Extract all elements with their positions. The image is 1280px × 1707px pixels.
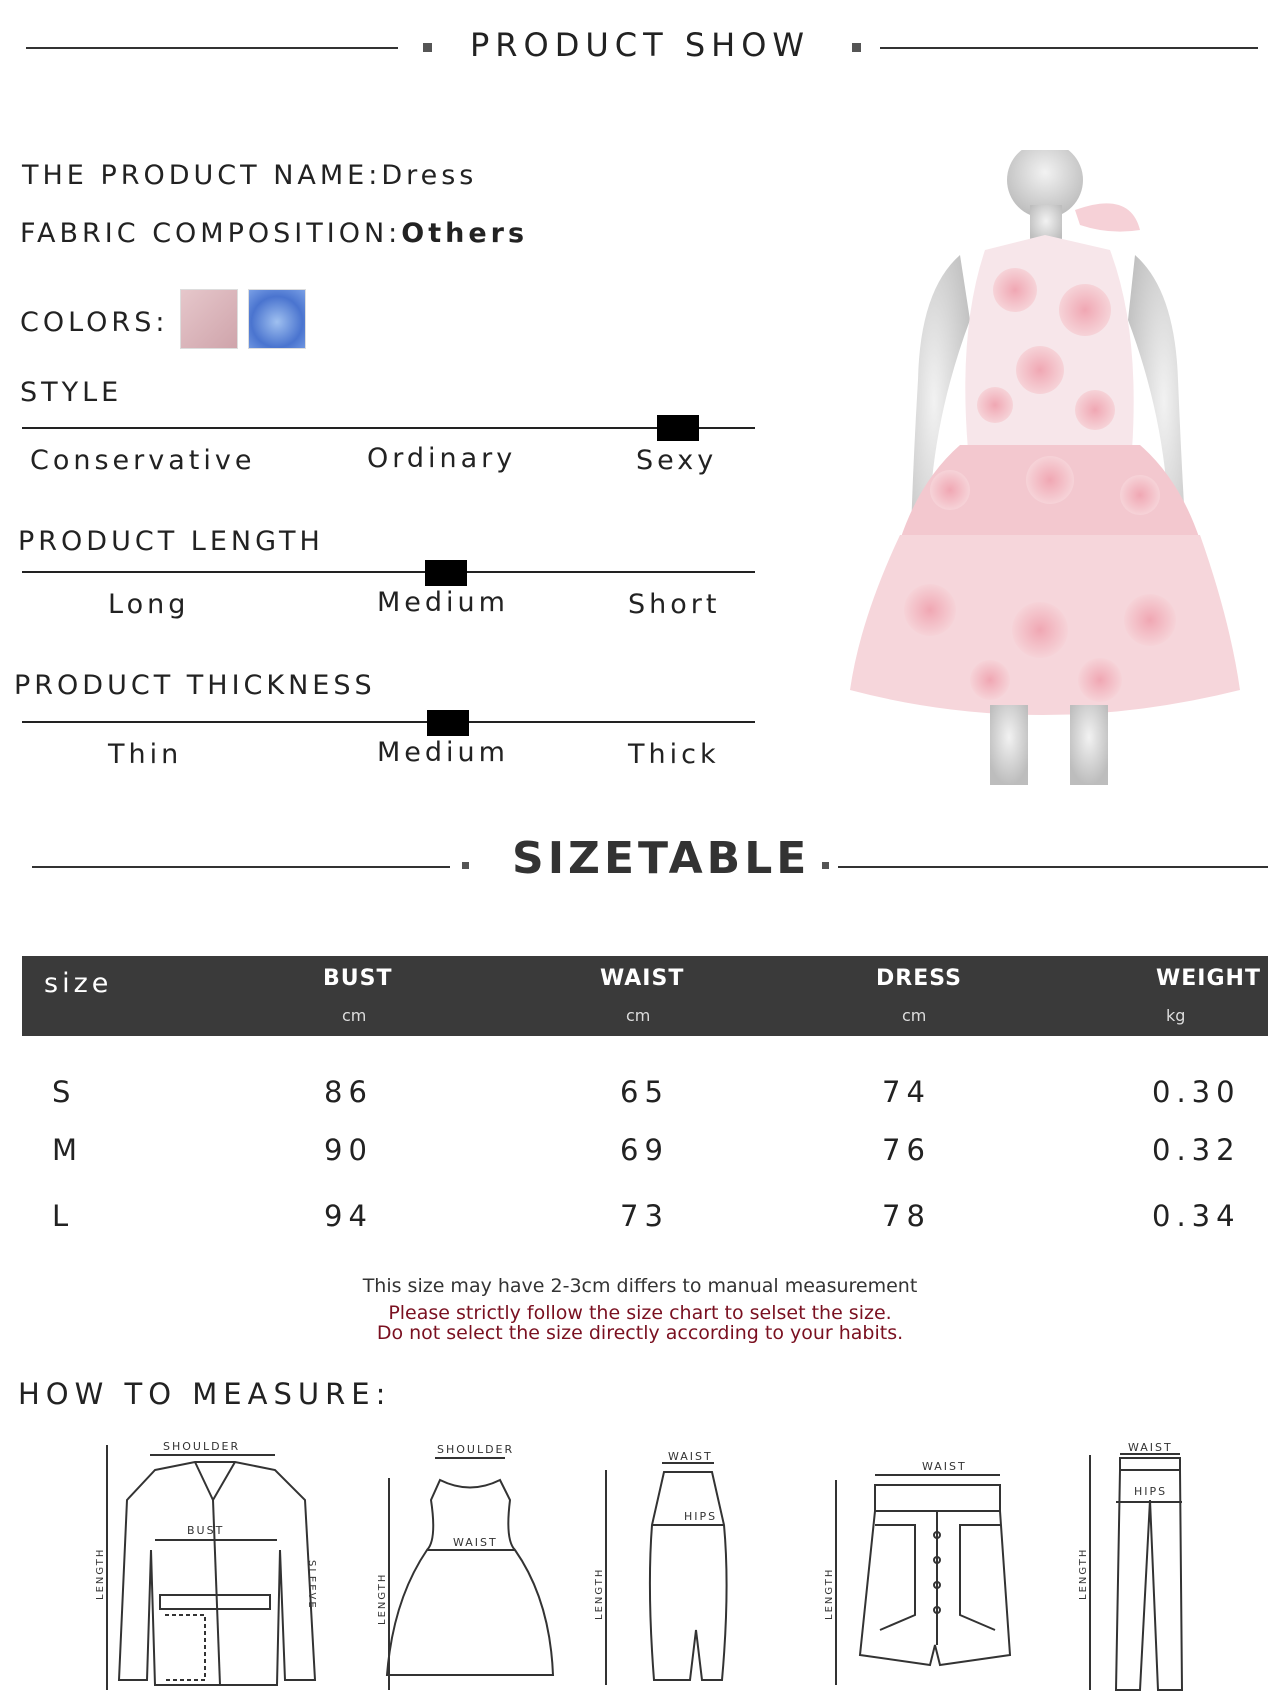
col-size-header: size <box>44 968 113 999</box>
shoulder-label: SHOULDER <box>437 1443 515 1456</box>
hips-label: HIPS <box>684 1510 718 1523</box>
header-rule-right <box>880 47 1258 49</box>
style-option-ordinary: Ordinary <box>367 443 517 474</box>
measurement-note: This size may have 2-3cm differs to manual measurement <box>362 1275 918 1297</box>
pants-measure-diagram <box>1070 1440 1220 1700</box>
style-marker <box>657 415 699 441</box>
shorts-measure-diagram <box>820 1455 1050 1695</box>
col-waist-unit: cm <box>626 1006 651 1025</box>
cell-size: S <box>52 1075 77 1109</box>
header-rule-left <box>26 47 398 49</box>
length-scale-line <box>22 571 755 573</box>
size-warning-1: Please strictly follow the size chart to selset the size. <box>388 1302 892 1324</box>
length-marker <box>425 560 467 586</box>
cell-weight: 0.34 <box>1152 1199 1241 1233</box>
waist-label: WAIST <box>668 1450 713 1463</box>
dress-measure-diagram <box>375 1440 560 1700</box>
col-dress-unit: cm <box>902 1006 927 1025</box>
length-option-medium: Medium <box>377 587 509 618</box>
product-name: THE PRODUCT NAME:Dress <box>22 160 478 191</box>
fabric-label: FABRIC COMPOSITION: <box>20 218 402 249</box>
product-show-title: PRODUCT SHOW <box>470 26 811 64</box>
style-option-conservative: Conservative <box>30 445 256 476</box>
length-option-short: Short <box>628 589 721 620</box>
fabric-value: Others <box>401 218 529 249</box>
sizetable-dot-left <box>462 862 469 869</box>
length-label: LENGTH <box>95 1547 106 1600</box>
style-title: STYLE <box>20 377 123 408</box>
cell-size: L <box>52 1199 75 1233</box>
cell-dress: 76 <box>882 1133 931 1167</box>
col-weight-header: WEIGHT <box>1156 966 1261 991</box>
dress-illustration <box>840 150 1260 800</box>
color-swatch-pink[interactable] <box>180 289 238 349</box>
cell-dress: 74 <box>882 1075 931 1109</box>
fabric-composition <box>20 218 528 249</box>
waist-label: WAIST <box>453 1536 498 1549</box>
thickness-option-thin: Thin <box>108 739 183 770</box>
sizetable-rule-right <box>838 866 1268 868</box>
length-label: LENGTH <box>1078 1547 1089 1600</box>
col-bust-header: BUST <box>323 966 393 991</box>
length-label: LENGTH <box>594 1567 605 1620</box>
colors-label: COLORS: <box>20 307 169 338</box>
skirt-measure-diagram <box>592 1450 762 1695</box>
table-row <box>0 1075 1280 1115</box>
col-waist-header: WAIST <box>600 966 685 991</box>
header-dot-right <box>852 43 861 52</box>
cell-size: M <box>52 1133 84 1167</box>
thickness-option-medium: Medium <box>377 737 509 768</box>
col-bust-unit: cm <box>342 1006 367 1025</box>
thickness-marker <box>427 710 469 736</box>
thickness-title: PRODUCT THICKNESS <box>14 670 376 701</box>
cell-bust: 94 <box>324 1199 373 1233</box>
col-weight-unit: kg <box>1166 1006 1186 1025</box>
size-table-header <box>22 956 1268 1036</box>
color-swatch-blue[interactable] <box>248 289 306 349</box>
hips-label: HIPS <box>1134 1485 1168 1498</box>
cell-waist: 73 <box>620 1199 669 1233</box>
sizetable-dot-right <box>822 862 829 869</box>
header-dot-left <box>423 43 432 52</box>
cell-waist: 69 <box>620 1133 669 1167</box>
how-to-measure-title: HOW TO MEASURE: <box>18 1377 392 1411</box>
waist-label: WAIST <box>922 1460 967 1473</box>
sizetable-rule-left <box>32 866 450 868</box>
length-label: LENGTH <box>377 1572 388 1625</box>
cell-weight: 0.30 <box>1152 1075 1241 1109</box>
waist-label: WAIST <box>1128 1441 1173 1454</box>
shoulder-label: SHOULDER <box>163 1440 241 1453</box>
length-title: PRODUCT LENGTH <box>18 526 324 557</box>
bust-label: BUST <box>187 1524 225 1537</box>
length-label: LENGTH <box>824 1567 835 1620</box>
cell-weight: 0.32 <box>1152 1133 1241 1167</box>
size-warning-2: Do not select the size directly according to your habits. <box>376 1322 904 1344</box>
col-dress-header: DRESS <box>876 966 962 991</box>
cell-dress: 78 <box>882 1199 931 1233</box>
style-option-sexy: Sexy <box>636 445 718 476</box>
cell-bust: 86 <box>324 1075 373 1109</box>
thickness-option-thick: Thick <box>628 739 720 770</box>
length-option-long: Long <box>108 589 190 620</box>
sleeve-label: SLEEVE <box>306 1560 317 1610</box>
table-row <box>0 1133 1280 1173</box>
thickness-scale-line <box>22 721 755 723</box>
jacket-measure-diagram <box>95 1430 335 1700</box>
cell-waist: 65 <box>620 1075 669 1109</box>
cell-bust: 90 <box>324 1133 373 1167</box>
style-scale-line <box>22 427 755 429</box>
table-row <box>0 1199 1280 1239</box>
product-photo <box>840 150 1260 800</box>
sizetable-title: SIZETABLE <box>512 833 811 884</box>
